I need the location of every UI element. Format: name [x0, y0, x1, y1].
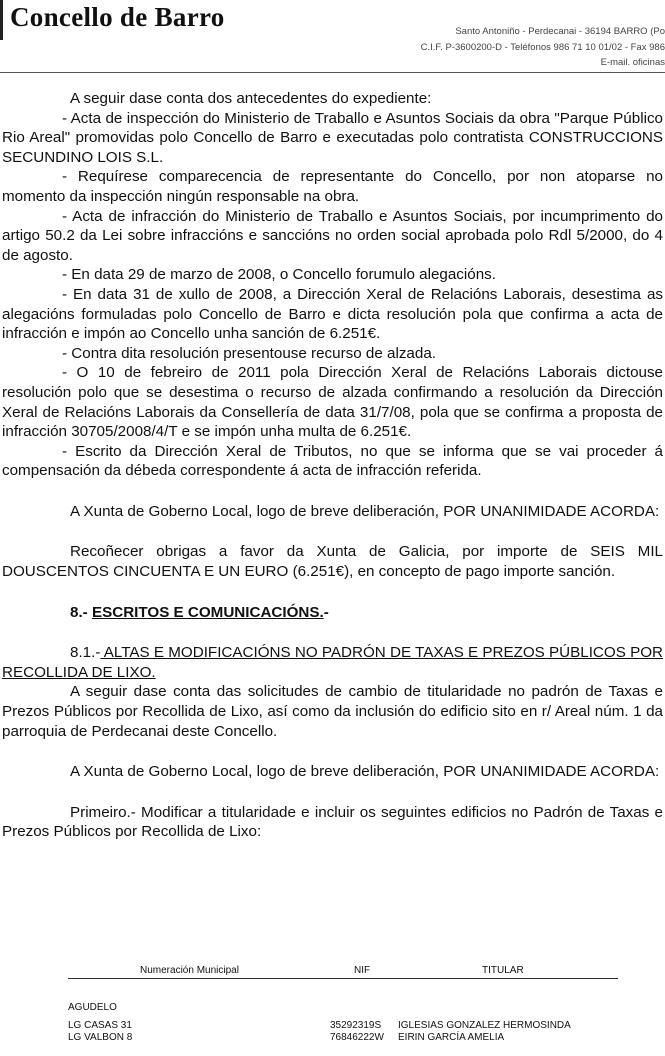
paragraph: - Acta de inspección do Ministerio de Traballo e Asuntos Sociais da obra "Parque Público Rio Areal" promovidas polo Concello de Barro e executadas polo contratista CONSTRUCCIONS SECUNDINO LOIS S.L.: [2, 109, 663, 166]
paragraph: - Escrito da Dirección Xeral de Tributos, no que se informa que se vai proceder á compensación da débeda correspondente á acta de infracción referida.: [2, 442, 663, 480]
address-line-2: C.I.F. P-3600200-D - Teléfonos 986 71 10 01/02 - Fax 986: [420, 42, 665, 53]
letterhead: [0, 0, 665, 70]
paragraph: - Contra dita resolución presentouse recurso de alzada.: [62, 344, 436, 362]
section-title: ESCRITOS E COMUNICACIÓNS.: [91, 603, 324, 621]
header-divider: [0, 72, 665, 73]
padron-table: [68, 965, 618, 1044]
address-line-1: Santo Antoniño - Perdecanai - 36194 BARRO (Po: [455, 26, 665, 37]
paragraph: A seguir dase conta dos antecedentes do expediente:: [70, 90, 432, 107]
org-name: Concello de Barro: [10, 2, 225, 32]
table-header: [68, 965, 618, 979]
table-row: [68, 1020, 618, 1032]
table-row: [68, 1032, 618, 1044]
paragraph: - En data 29 de marzo de 2008, o Concello forumulo alegacións.: [62, 266, 496, 284]
group-name: AGUDELO: [68, 1002, 117, 1013]
row-nif: 35292319S: [330, 1020, 382, 1031]
row-titular: EIRIN GARCÍA AMELIA: [398, 1032, 505, 1043]
paragraph: Primeiro.- Modificar a titularidade e incluir os seguintes edificios no Padrón de Taxas e Prezos Públicos por Recollida de Lixo:: [2, 803, 663, 841]
paragraph: Recoñecer obrigas a favor da Xunta de Galicia, por importe de SEIS MIL DOUSCENTOS CINCUENTA E UN EURO (6.251€), en concepto de pago importe sanción.: [2, 543, 663, 581]
table-group-label: [68, 1002, 618, 1014]
subsection-heading: [2, 643, 663, 682]
address-line-3: E-mail. oficinas: [600, 57, 665, 68]
paragraph: A Xunta de Goberno Local, logo de breve deliberación, POR UNANIMIDADE ACORDA:: [70, 763, 660, 781]
subsection-number: 8.1.-: [70, 644, 101, 662]
subsection-title: ALTAS E MODIFICACIÓNS NO PADRÓN DE TAXAS E PREZOS PÚBLICOS POR RECOLLIDA DE LIXO.: [2, 644, 663, 681]
paragraph: - Acta de infracción do Ministerio de Traballo e Asuntos Sociais, por incumprimento do artigo 50.2 da Lei sobre infraccións e sanccións no orden social aprobada polo Rdl 5/2000, do 4 de agosto.: [2, 207, 663, 264]
column-header: NIF: [354, 965, 371, 976]
section-suffix: -: [323, 603, 329, 621]
row-titular: IGLESIAS GONZALEZ HERMOSINDA: [398, 1020, 571, 1031]
paragraph: A seguir dase conta das solicitudes de cambio de titularidade no padrón de Taxas e Prezos Públicos por Recollida de Lixo, así como da inclusión do edificio sito en r/ Areal núm. 1 da parroquia de Perdecanai deste Concello.: [2, 683, 663, 740]
row-nif: 76846222W: [330, 1032, 384, 1043]
paragraph: A Xunta de Goberno Local, logo de breve deliberación, POR UNANIMIDADE ACORDA:: [70, 502, 660, 520]
section-number: 8.-: [70, 603, 88, 621]
section-heading: [2, 603, 663, 623]
column-header: Numeración Municipal: [140, 965, 239, 976]
paragraph: - Requírese comparecencia de representante do Concello, por non atoparse no momento da inspección ningún responsable na obra.: [2, 168, 663, 205]
column-header: TITULAR: [482, 965, 524, 976]
row-address: LG CASAS 31: [68, 1020, 132, 1031]
paragraph: - En data 31 de xullo de 2008, a Dirección Xeral de Relacións Laborais, desestima as alegacións formuladas polo Concello de Barro e dicta resolución pola que confirma a acta de infracción e impón ao Concello unha sanción de 6.251€.: [2, 285, 663, 343]
paragraph: - O 10 de febreiro de 2011 pola Dirección Xeral de Relacións Laborais dictouse resolución polo que se desestima o recurso de alzada confirmando a resolución da Dirección Xeral de Relacións Laborais da Consellería de data 31/7/08, pola que se confirma a proposta de infracción 30705/2008/4/T e se impón unha multa de 6.251€.: [2, 364, 663, 441]
document-body: [2, 89, 663, 842]
row-address: LG VALBON 8: [68, 1032, 133, 1043]
